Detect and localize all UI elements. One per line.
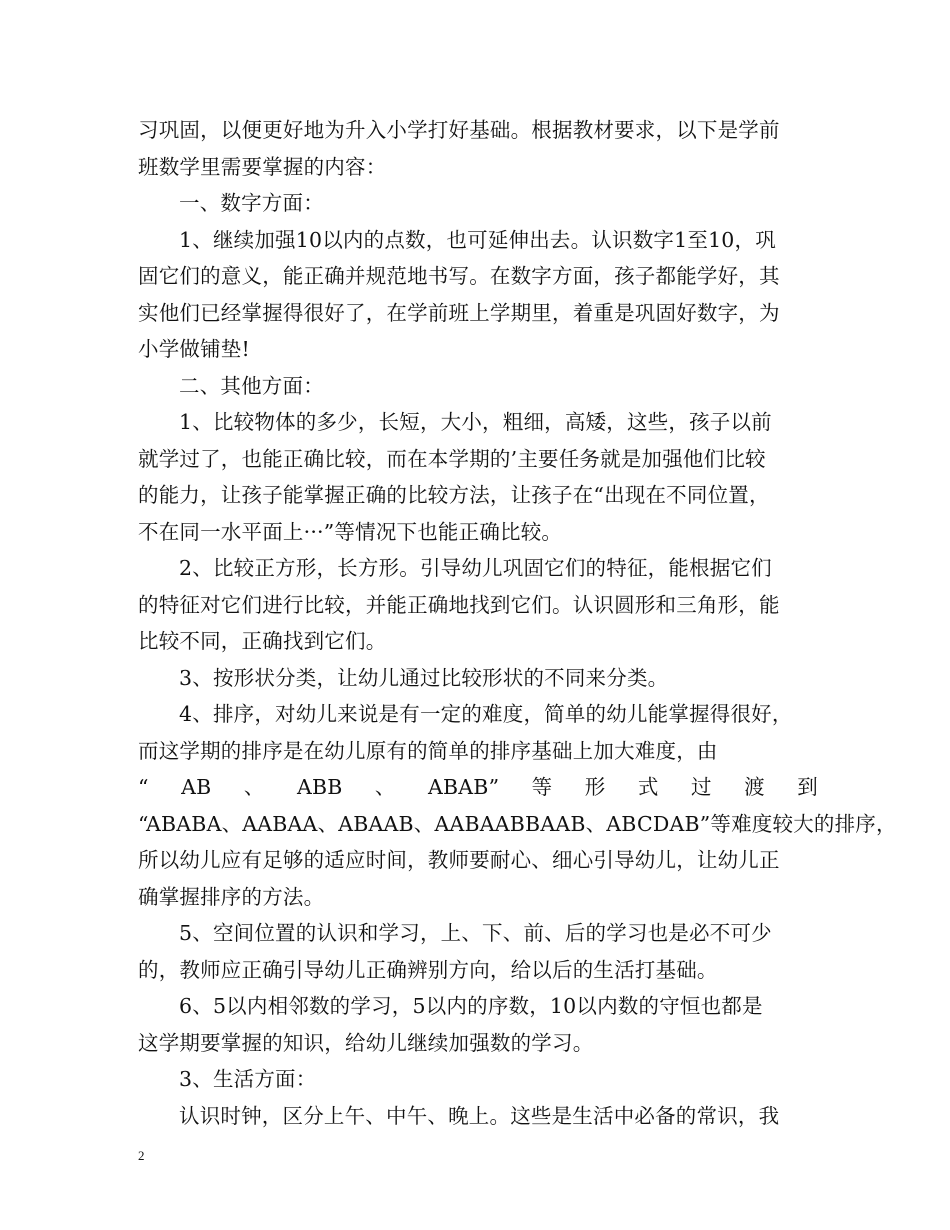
text-line: 的特征对它们进行比较，并能正确地找到它们。认识圆形和三角形，能 (138, 592, 780, 617)
text-token: ABAB” (428, 775, 500, 799)
text-line: 认识时钟，区分上午、中午、晚上。这些是生活中必备的常识，我 (179, 1103, 780, 1128)
text-line: 1、比较物体的多少，长短，大小，粗细，高矮，这些，孩子以前 (179, 410, 772, 434)
text-line: 4、排序，对幼儿来说是有一定的难度，简单的幼儿能掌握得很好， (179, 702, 793, 726)
text-token: 过 (691, 775, 712, 799)
text-line: 3、按形状分类，让幼儿通过比较形状的不同来分类。 (179, 665, 669, 690)
text-token: 等 (531, 775, 553, 799)
text-token: ABB (296, 775, 343, 799)
text-line: 班数学里需要掌握的内容： (138, 154, 387, 179)
text-token: AB (181, 775, 212, 799)
text-line: 不在同一水平面上···”等情况下也能正确比较。 (138, 519, 563, 544)
text-line: 这学期要掌握的知识，给幼儿继续加强数的学习。 (138, 1030, 594, 1055)
text-line: 确掌握排序的方法。 (138, 884, 325, 909)
text-line: 2、比较正方形，长方形。引导幼儿巩固它们的特征，能根据它们 (179, 556, 772, 580)
text-line: 习巩固，以便更好地为升入小学打好基础。根据教材要求，以下是学前 (138, 118, 780, 142)
text-line: 而这学期的排序是在幼儿原有的简单的排序基础上加大难度，由 (138, 738, 718, 763)
text-token: 形 (584, 775, 606, 799)
justified-text-line (138, 769, 818, 806)
section-heading: 3、生活方面： (179, 1067, 317, 1091)
text-line: 的能力，让孩子能掌握正确的比较方法，让孩子在“出现在不同位置， (138, 483, 770, 507)
text-token: 渡 (744, 775, 765, 799)
text-line: 小学做铺垫! (138, 337, 250, 361)
text-line: 6、5以内相邻数的学习，5以内的序数，10以内数的守恒也都是 (179, 994, 763, 1018)
section-heading: 一、数字方面： (179, 191, 324, 215)
document-body (138, 112, 897, 1134)
text-line: 固它们的意义，能正确并规范地书写。在数字方面，孩子都能学好，其 (138, 264, 780, 288)
text-line: 就学过了，也能正确比较，而在本学期的’主要任务就是加强他们比较 (138, 446, 766, 471)
text-line: 比较不同，正确找到它们。 (138, 629, 387, 653)
text-line: 所以幼儿应有足够的适应时间，教师要耐心、细心引导幼儿，让幼儿正 (138, 848, 780, 872)
text-line: 实他们已经掌握得很好了，在学前班上学期里，着重是巩固好数字，为 (138, 300, 780, 325)
text-line: “ABABA、AABAA、ABAAB、AABAABBAAB、ABCDAB”等难度较大的排序， (138, 811, 897, 836)
text-line: 5、空间位置的认识和学习，上、下、前、后的学习也是必不可少 (179, 921, 772, 945)
text-line: 1、继续加强10以内的点数，也可延伸出去。认识数字1至10，巩 (179, 227, 776, 252)
text-token: 、 (243, 775, 265, 799)
text-token: 到 (797, 775, 818, 799)
section-heading: 二、其他方面： (179, 373, 324, 398)
text-line: 的，教师应正确引导幼儿正确辨别方向，给以后的生活打基础。 (138, 957, 718, 982)
text-token: 式 (637, 775, 659, 799)
page-number: 2 (138, 1148, 145, 1163)
text-token: 、 (374, 775, 396, 799)
text-token: “ (138, 775, 149, 799)
